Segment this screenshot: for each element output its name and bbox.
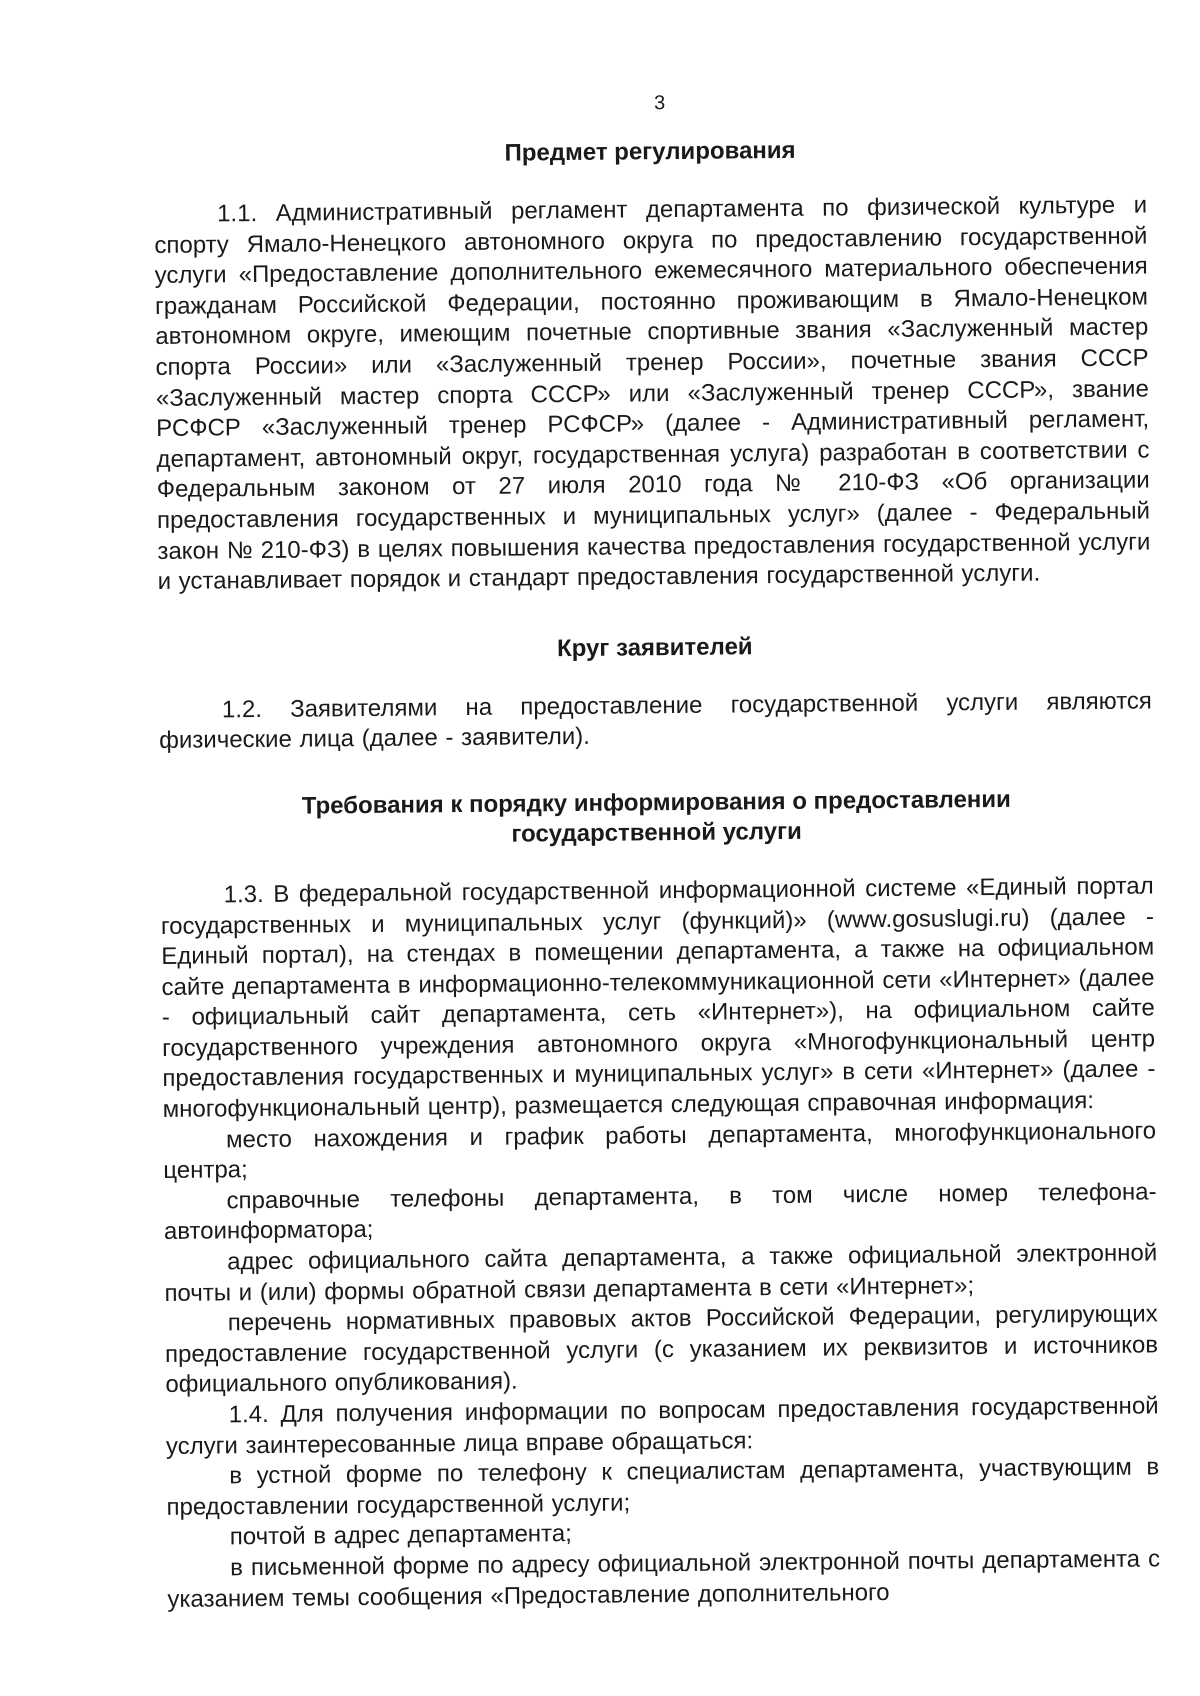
page-number: 3 bbox=[653, 92, 666, 115]
paragraph-1-1: 1.1. Административный регламент департамента по физической культуре и спорту Ямало-Ненецкого автономного округа по предоставлению государственной услуги «Предоставление дополнительного ежемесячного материального обеспечения гражданам Российской Федерации, постоянно проживающим в Ямало-Ненецком автономном округе, имеющим почетные спортивные звания «Заслуженный мастер спорта России» или «Заслуженный тренер России», почетные звания СССР «Заслуженный мастер спорта СССР» или «Заслуженный тренер СССР», звание РСФСР «Заслуженный тренер РСФСР» (далее - Административный регламент, департамент, автономный округ, государственная услуга) разработан в соответствии с Федеральным законом от 27 июля 2010 года № 210-ФЗ «Об организации предоставления государственных и муниципальных услуг» (далее - Федеральный закон № 210-ФЗ) в целях повышения качества предоставления государственной услуги и устанавливает порядок и стандарт предоставления государственной услуги. bbox=[154, 191, 1151, 596]
heading-applicants: Круг заявителей bbox=[556, 632, 753, 662]
page-content bbox=[153, 86, 1161, 1615]
list-item-phones: справочные телефоны департамента, в том числе номер телефона-автоинформатора; bbox=[163, 1178, 1157, 1246]
list-item-acts: перечень нормативных правовых актов Российской Федерации, регулирующих предоставление государственной услуги (с указанием их реквизитов и источников официального опубликования). bbox=[164, 1300, 1159, 1399]
list-item-written: в письменной форме по адресу официальной электронной почты департамента с указанием темы сообщения «Предоставление дополнительного bbox=[167, 1545, 1161, 1613]
heading-informing-line1: Требования к порядку информирования о предоставлении bbox=[301, 785, 1011, 820]
list-item-mail: почтой в адрес департамента; bbox=[229, 1520, 572, 1551]
paragraph-1-4: 1.4. Для получения информации по вопросам предоставления государственной услуги заинтересованные лица вправе обращаться: bbox=[165, 1392, 1159, 1460]
heading-informing bbox=[160, 783, 1154, 853]
paragraph-1-2: 1.2. Заявителями на предоставление государственной услуги являются физические лица (далее - заявители). bbox=[159, 687, 1152, 755]
paragraph-1-3: 1.3. В федеральной государственной информационной системе «Единый портал государственных и муниципальных услуг (функций)» (www.gosuslugi.ru) (далее - Единый портал), на стендах в помещении департамента, а также на официальном сайте департамента в информационно-телекоммуникационной сети «Интернет» (далее - официальный сайт департамента, сеть «Интернет»), на официальном сайте государственного учреждения автономного округа «Многофункциональный центр предоставления государственных и муниципальных услуг» в сети «Интернет» (далее - многофункциональный центр), размещается следующая справочная информация: bbox=[160, 872, 1156, 1124]
list-item-oral: в устной форме по телефону к специалистам департамента, участвующим в предоставлении государственной услуги; bbox=[166, 1453, 1160, 1521]
list-item-site: адрес официального сайта департамента, а также официальной электронной почты и (или) формы обратной связи департамента в сети «Интернет»; bbox=[164, 1239, 1158, 1307]
list-item-location: место нахождения и график работы департамента, многофункционального центра; bbox=[163, 1117, 1157, 1185]
heading-informing-line2: государственной услуги bbox=[511, 817, 802, 848]
heading-subject: Предмет регулирования bbox=[504, 136, 796, 167]
